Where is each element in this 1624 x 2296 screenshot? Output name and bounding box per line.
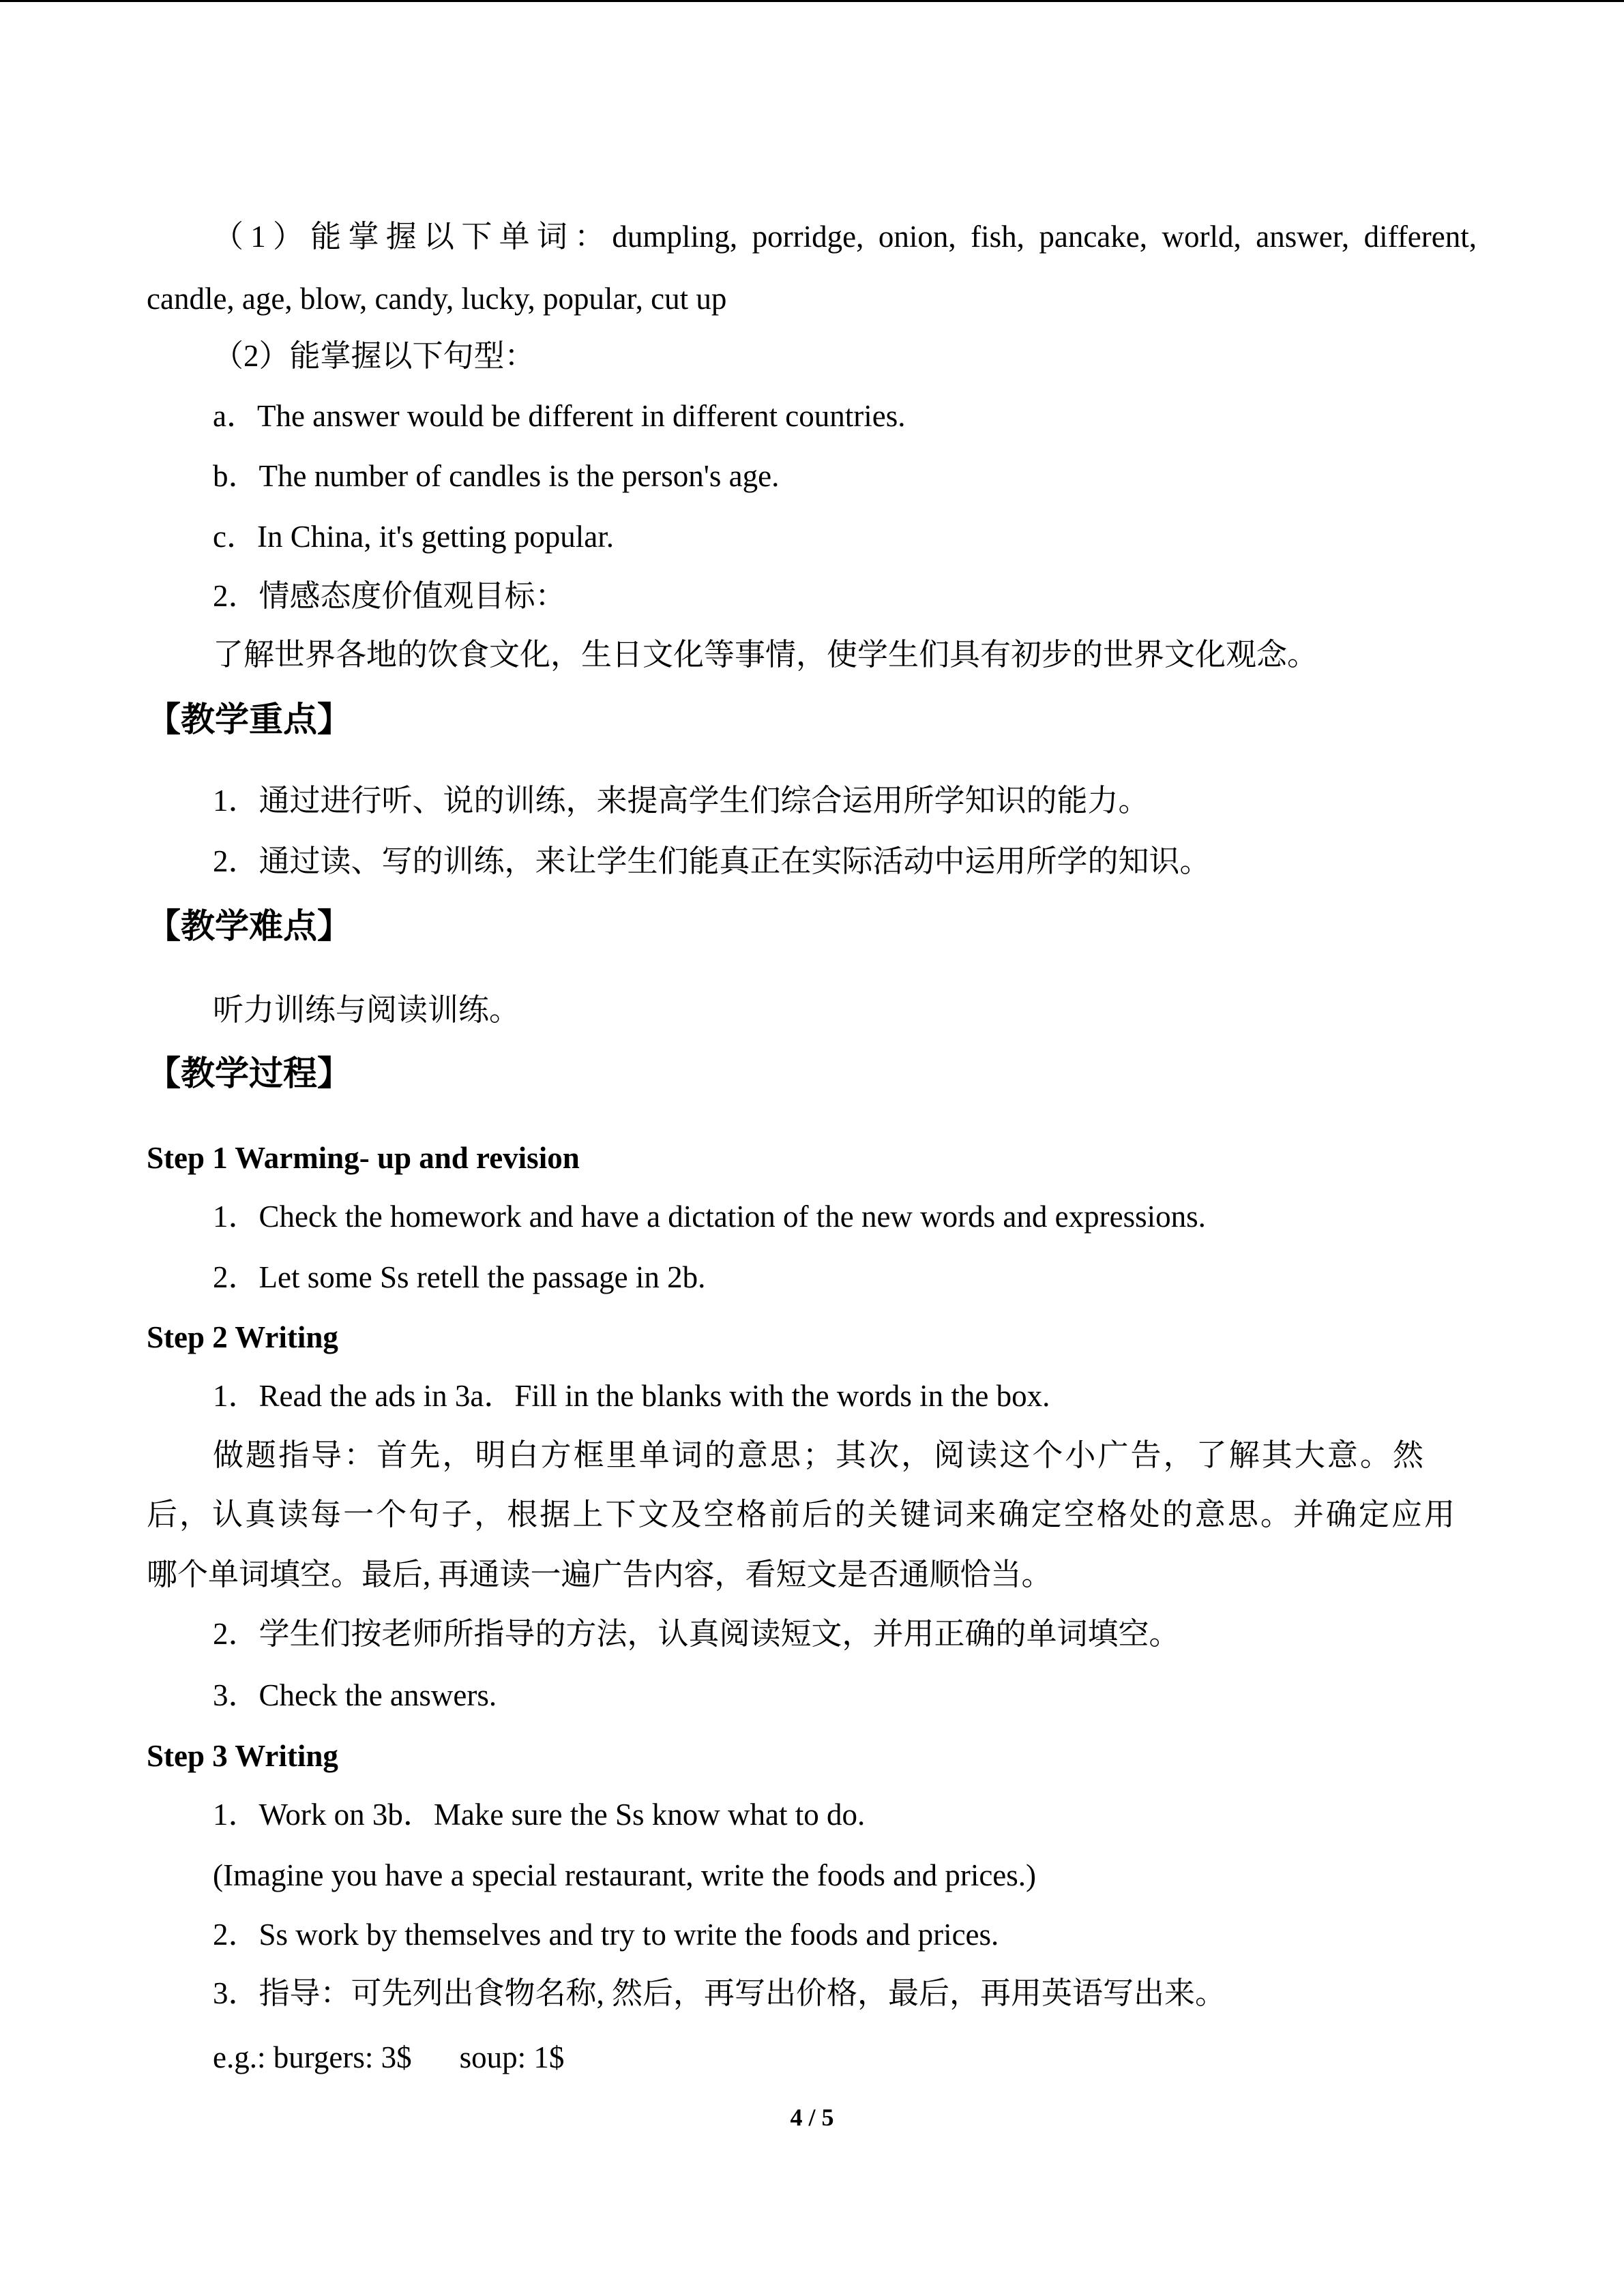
step-3-note: (Imagine you have a special restaurant, write the foods and prices.) [213,1858,1037,1892]
key-points-heading: 【教学重点】 [147,700,351,739]
step-2-guide-line-2: 后，认真读每一个句子，根据上下文及空格前后的关键词来确定空格处的意思。并确定应用 [147,1497,1455,1532]
page-number: 4 / 5 [790,2104,834,2131]
difficult-points-heading: 【教学难点】 [147,906,351,946]
step-3-item-3: 3．指导：可先列出食物名称, 然后，再写出价格，最后，再用英语写出来。 [213,1976,1226,2010]
sentence-b: b．The number of candles is the person's age. [213,459,780,493]
emotion-goal-title: 2．情感态度价值观目标： [213,579,566,613]
step-3-item-2: 2．Ss work by themselves and try to write the foods and prices. [213,1918,999,1952]
process-heading: 【教学过程】 [147,1054,351,1093]
vocab-line-2: candle, age, blow, candy, lucky, popular, cut up [147,282,727,316]
key-point-2: 2．通过读、写的训练，来让学生们能真正在实际活动中运用所学的知识。 [213,844,1211,878]
step-1-title: Step 1 Warming- up and revision [147,1141,580,1175]
vocab-line-1: （1）能掌握以下单词：dumpling, porridge, onion, fish, pancake, world, answer, different, [213,220,1477,254]
emotion-goal-text: 了解世界各地的饮食文化，生日文化等事情，使学生们具有初步的世界文化观念。 [213,638,1318,672]
step-2-item-2: 2．学生们按老师所指导的方法，认真阅读短文，并用正确的单词填空。 [213,1617,1180,1651]
step-3-item-1: 1．Work on 3b．Make sure the Ss know what to do. [213,1798,866,1832]
example-burgers: e.g.: burgers: 3$ [213,2040,412,2074]
difficult-points-text: 听力训练与阅读训练。 [213,993,520,1027]
sentence-patterns-intro: （2）能掌握以下句型： [213,339,535,373]
example-soup: soup: 1$ [459,2040,565,2074]
step-1-item-2: 2．Let some Ss retell the passage in 2b. [213,1260,706,1294]
sentence-a: a．The answer would be different in different countries. [213,399,906,433]
step-1-item-1: 1．Check the homework and have a dictation of the new words and expressions. [213,1199,1206,1234]
step-2-guide-line-3: 哪个单词填空。最后, 再通读一遍广告内容，看短文是否通顺恰当。 [147,1557,1052,1592]
sentence-c: c．In China, it's getting popular. [213,520,615,554]
step-2-item-1: 1．Read the ads in 3a．Fill in the blanks with the words in the box. [213,1379,1050,1413]
step-3-example [213,2037,564,2078]
page-top-border [0,0,1624,2]
step-2-guide-line-1: 做题指导：首先，明白方框里单词的意思；其次，阅读这个小广告，了解其大意。然 [213,1438,1423,1472]
step-2-title: Step 2 Writing [147,1320,338,1354]
step-3-title: Step 3 Writing [147,1739,338,1773]
step-2-item-3: 3．Check the answers. [213,1678,497,1712]
key-point-1: 1．通过进行听、说的训练，来提高学生们综合运用所学知识的能力。 [213,784,1149,818]
